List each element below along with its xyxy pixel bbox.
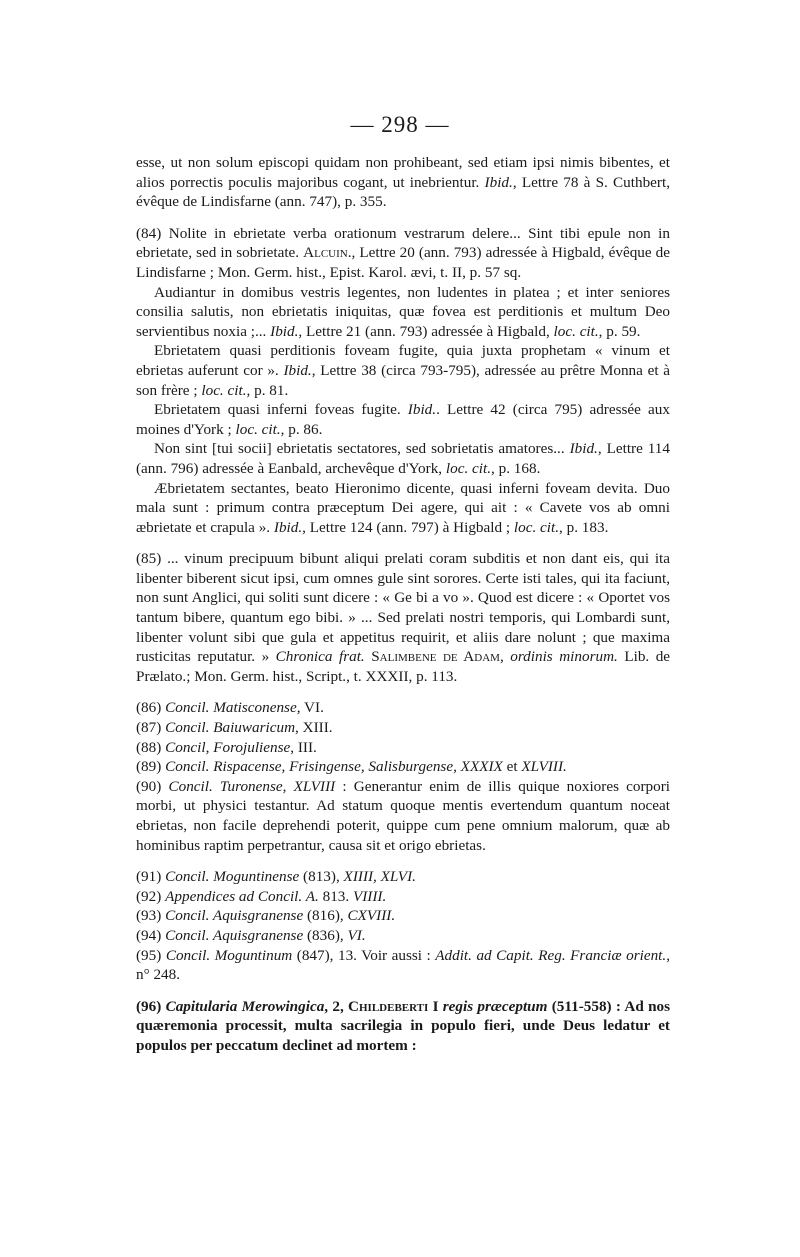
- text-run: (813),: [299, 868, 344, 886]
- text-run: Ibid.: [484, 173, 513, 191]
- text-run: (847), 13. Voir aussi :: [292, 946, 436, 964]
- note-85: [136, 549, 670, 686]
- text-run: (511-558) : Ad nos quæremonia processit, multa sacrilegia in populo fieri, unde Deus ledatur et populos per peccatum declinet ad mortem :: [136, 997, 671, 1054]
- text-run: XLVIII: [293, 777, 336, 795]
- text-run: , p. 183.: [559, 518, 609, 536]
- text-run: Concil. Baiuwaricum: [165, 719, 296, 737]
- text-run: ordinis minorum.: [510, 648, 618, 666]
- note-94: [136, 926, 670, 946]
- text-run: Salimbene de Adam: [371, 648, 500, 666]
- text-run: Lib. de Prælato.; Mon. Germ. hist., Script., t. XXXII, p. 113.: [136, 648, 671, 685]
- text-run: Concil. Aquisgranense: [165, 926, 304, 944]
- text-run: (96): [136, 997, 166, 1015]
- note-89: [136, 757, 670, 777]
- text-run: (816),: [303, 907, 348, 925]
- text-run: Concil. Matisconense: [165, 699, 297, 717]
- note-87: [136, 718, 670, 738]
- note-96: [136, 997, 670, 1056]
- note-84-f: [136, 479, 670, 538]
- text-run: (91): [136, 868, 166, 886]
- text-run: VI.: [347, 926, 366, 944]
- text-run: Capitularia Merowingica: [165, 997, 325, 1015]
- note-84-e: [136, 439, 670, 478]
- text-run: Ibid.: [273, 518, 303, 536]
- text-run: , Lettre 38 (circa 793-795), adressée au prêtre Monna et à son frère ;: [136, 361, 670, 399]
- text-run: Æbrietatem sectantes, beato Hieronimo dicente, quasi inferni foveam devita. Duo mala sunt : primum contra præceptum Dei agere, qui ait : « Cavete vos ab omni æbrietate et crapula ».: [136, 479, 670, 536]
- text-run: loc. cit.: [553, 322, 599, 340]
- text-run: 813.: [318, 887, 353, 905]
- note-84-b: [136, 283, 670, 342]
- text-run: VIIII.: [352, 887, 387, 905]
- text-run: Concil. Moguntinum: [165, 946, 293, 964]
- note-92: [136, 887, 670, 907]
- text-run: (89): [136, 758, 166, 776]
- text-run: XIIII, XLVI.: [343, 868, 416, 886]
- text-run: : Generantur enim de illis quique noxiores corpori morbi, ut physici testantur. Ad statum quoque mentis evertendum quantum noceat ebrietas, non facile deprehendi poterit, quippe cum pene omnium malorum, quæ ab hominibus raptim perpetrantur, causa sit et origo ebrietas.: [136, 777, 670, 854]
- text-run: Concil. Turonense: [168, 777, 283, 795]
- text-run: Ibid.: [283, 361, 312, 379]
- text-run: Ebrietatem quasi perditionis foveam fugite, quia juxta prophetam « vinum et ebrietas auferunt cor ».: [136, 342, 670, 379]
- text-run: , p. 168.: [491, 459, 541, 477]
- text-run: Concil. Moguntinense: [165, 868, 300, 886]
- note-95: [136, 946, 670, 985]
- text-run: et: [502, 758, 522, 776]
- text-run: XLVIII.: [521, 758, 567, 776]
- text-run: (88): [136, 738, 166, 756]
- text-run: (93): [136, 907, 166, 925]
- text-run: , XIII.: [295, 719, 333, 737]
- text-run: (85) ... vinum precipuum bibunt aliqui prelati coram subditis et non dant eis, qui ita libenter biberent sicut ipsi, cum omnes gule sint sorores. Certe isti tales, qui ita faciunt, non sunt Anglici, qui soliti sunt dicere : « Ge bi a vo ». Quod est dicere : « Oportet vos tantum bibere, quantum ego bibi. » ... Sed prelati nostri temporis, qui Lombardi sunt, libenter volunt sibi que gula et appetitus requirit, et aliis dare nolunt ; que maxima rusticitas reputatur. »: [136, 550, 670, 666]
- text-run: (94): [136, 926, 166, 944]
- text-run: loc. cit.: [201, 381, 247, 399]
- text-run: , Lettre 114 (ann. 796) adressée à Eanbald, archevêque d'York,: [136, 440, 670, 477]
- note-93: [136, 906, 670, 926]
- text-run: Concil, Forojuliense: [165, 738, 291, 756]
- text-run: loc. cit.: [513, 518, 560, 536]
- text-run: , Lettre 20 (ann. 793) adressée à Higbald, évêque de Lindisfarne ; Mon. Germ. hist., Epist. Karol. ævi, t. II, p. 57 sq.: [136, 244, 670, 281]
- text-run: , III.: [290, 738, 317, 756]
- text-run: (86): [136, 699, 166, 717]
- note-86: [136, 698, 670, 718]
- text-run: CXVIII.: [347, 907, 396, 925]
- text-run: (87): [136, 719, 166, 737]
- text-run: Audiantur in domibus vestris legentes, non ludentes in platea ; et inter seniores consilia salutis, non ebrietatis iniquitas, quæ fovea est perditionis et multum Deo servientibus noxia ;...: [136, 283, 670, 340]
- text-run: regis præceptum: [442, 997, 548, 1015]
- text-run: Ebrietatem quasi inferni foveas fugite.: [154, 401, 408, 419]
- text-run: Appendices ad Concil. A.: [165, 887, 319, 905]
- text-run: (95): [136, 946, 166, 964]
- text-run: Alcuin.: [303, 244, 352, 262]
- text-run: . Lettre 42 (circa 795) adressée aux moines d'York ;: [136, 401, 670, 438]
- text-run: , VI.: [296, 699, 324, 717]
- page-number: — 298 —: [350, 112, 450, 137]
- footnotes-body: [136, 153, 670, 1056]
- text-run: Ibid.: [270, 322, 299, 340]
- p-continued: [136, 153, 670, 212]
- text-run: Childeberti: [348, 997, 429, 1015]
- text-run: Addit. ad Capit. Reg. Franciæ orient.: [435, 946, 667, 964]
- text-run: loc. cit.: [235, 420, 281, 438]
- text-run: Ibid.: [569, 440, 598, 458]
- note-88: [136, 738, 670, 758]
- text-run: , n° 248.: [136, 946, 670, 984]
- text-run: (92): [136, 887, 166, 905]
- text-run: Ibid.: [407, 401, 437, 419]
- text-run: (90): [136, 777, 169, 795]
- text-run: loc. cit.: [445, 459, 492, 477]
- text-run: , 2,: [324, 997, 349, 1015]
- note-84-d: [136, 400, 670, 439]
- text-run: , p. 59.: [598, 322, 641, 340]
- text-run: ,: [282, 777, 294, 795]
- text-run: , Lettre 78 à S. Cuthbert, évêque de Lindisfarne (ann. 747), p. 355.: [136, 173, 670, 211]
- text-run: , Lettre 21 (ann. 793) adressée à Higbald,: [298, 322, 554, 340]
- text-run: , Lettre 124 (ann. 797) à Higbald ;: [302, 518, 514, 536]
- note-84: [136, 224, 670, 283]
- text-run: (836),: [303, 926, 348, 944]
- text-run: Non sint [tui socii] ebrietatis sectatores, sed sobrietatis amatores...: [154, 440, 570, 458]
- text-run: , p. 86.: [280, 420, 323, 438]
- text-run: Chronica frat.: [275, 648, 365, 666]
- text-run: , p. 81.: [246, 381, 289, 399]
- text-run: (84) Nolite in ebrietate verba orationum vestrarum delere... Sint tibi epule non in ebrietate, sed in sobrietate.: [136, 224, 670, 262]
- note-90: [136, 777, 670, 855]
- note-91: [136, 867, 670, 887]
- text-run: Concil. Rispacense, Frisingense, Salisburgense, XXXIX: [165, 758, 503, 776]
- text-run: ,: [499, 648, 511, 666]
- note-84-c: [136, 341, 670, 400]
- text-run: esse, ut non solum episcopi quidam non prohibeant, sed etiam ipsi nimis bibentes, et alios porrectis poculis majoribus cogant, ut inebrientur.: [136, 154, 670, 191]
- text-run: I: [428, 997, 443, 1015]
- text-run: Concil. Aquisgranense: [165, 907, 304, 925]
